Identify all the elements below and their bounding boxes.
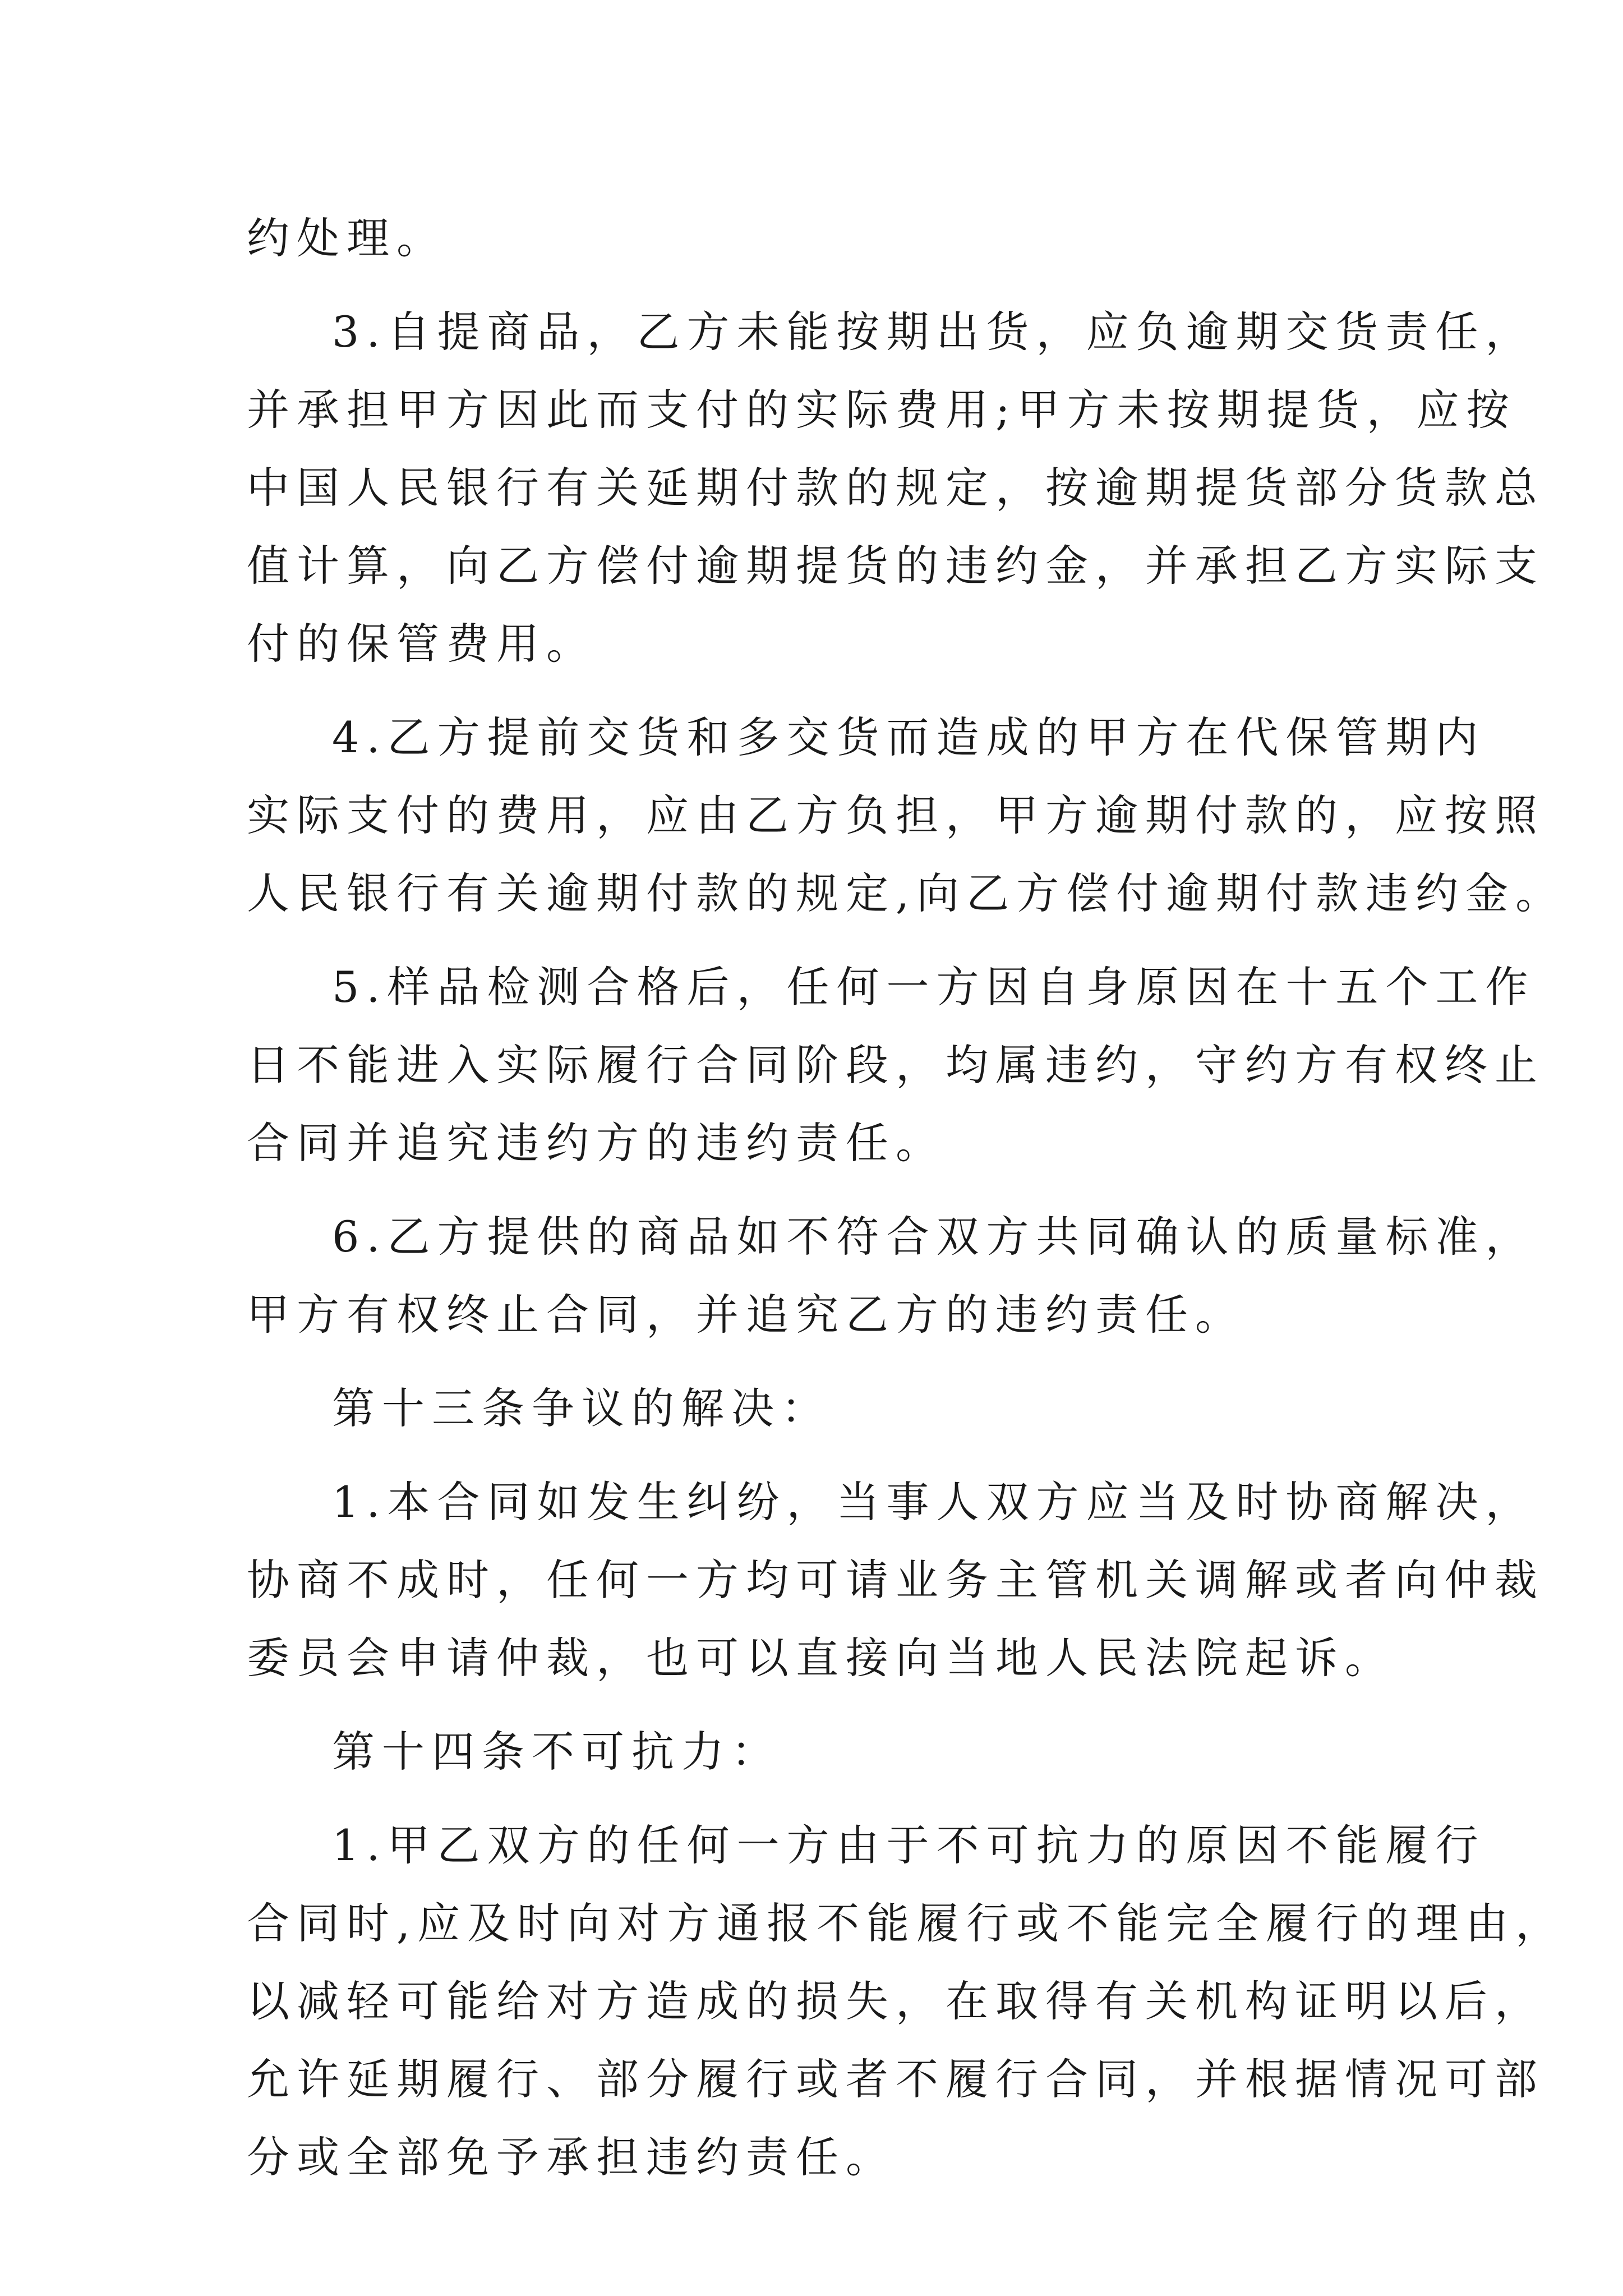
text-line: 日不能进入实际履行合同阶段，均属违约，守约方有权终止 xyxy=(247,1040,1544,1090)
paragraph-force-majeure-clause-1 xyxy=(247,1806,1566,2196)
paragraph-continuation xyxy=(247,199,1413,277)
paragraph-clause-4 xyxy=(247,698,1566,932)
text-line: 付的保管费用。 xyxy=(247,619,596,669)
paragraph-dispute-clause-1 xyxy=(247,1463,1544,1697)
text-line: 6.乙方提供的商品如不符合双方共同确认的质量标准， xyxy=(332,1212,1536,1262)
text-line: 人民银行有关逾期付款的规定,向乙方偿付逾期付款违约金。 xyxy=(247,868,1566,918)
text-line: 合同时,应及时向对方通报不能履行或不能完全履行的理由， xyxy=(247,1898,1566,1948)
text-line: 甲方有权终止合同，并追究乙方的违约责任。 xyxy=(247,1290,1245,1340)
text-line: 4.乙方提前交货和多交货而造成的甲方在代保管期内 xyxy=(332,712,1486,762)
paragraph-clause-5 xyxy=(247,948,1544,1182)
section-heading-article-13 xyxy=(247,1369,1413,1447)
text-line: 合同并追究违约方的违约责任。 xyxy=(247,1118,946,1168)
text-line: 3.自提商品，乙方未能按期出货，应负逾期交货责任， xyxy=(332,307,1536,357)
paragraph-clause-6 xyxy=(247,1198,1536,1354)
text-line: 5.样品检测合格后，任何一方因自身原因在十五个工作 xyxy=(332,962,1536,1012)
text-line: 约处理。 xyxy=(247,213,446,263)
text-line: 实际支付的费用，应由乙方负担，甲方逾期付款的，应按照 xyxy=(247,790,1544,840)
text-line: 第十四条不可抗力： xyxy=(332,1727,781,1777)
paragraph-clause-3 xyxy=(247,293,1544,683)
document-body xyxy=(247,199,1566,2196)
text-line: 协商不成时，任何一方均可请业务主管机关调解或者向仲裁 xyxy=(247,1555,1544,1605)
text-line: 第十三条争议的解决： xyxy=(332,1383,831,1433)
text-line: 委员会申请仲裁，也可以直接向当地人民法院起诉。 xyxy=(247,1633,1395,1683)
text-line: 值计算，向乙方偿付逾期提货的违约金，并承担乙方实际支 xyxy=(247,541,1544,591)
section-heading-article-14 xyxy=(247,1713,1413,1791)
text-line: 1.本合同如发生纠纷，当事人双方应当及时协商解决， xyxy=(332,1477,1536,1527)
text-line: 允许延期履行、部分履行或者不履行合同，并根据情况可部 xyxy=(247,2054,1544,2104)
text-line: 1.甲乙双方的任何一方由于不可抗力的原因不能履行 xyxy=(332,1820,1486,1870)
text-line: 并承担甲方因此而支付的实际费用;甲方未按期提货，应按 xyxy=(247,385,1516,435)
text-line: 以减轻可能给对方造成的损失，在取得有关机构证明以后， xyxy=(247,1976,1544,2026)
text-line: 中国人民银行有关延期付款的规定，按逾期提货部分货款总 xyxy=(247,463,1544,513)
text-line: 分或全部免予承担违约责任。 xyxy=(247,2132,896,2182)
